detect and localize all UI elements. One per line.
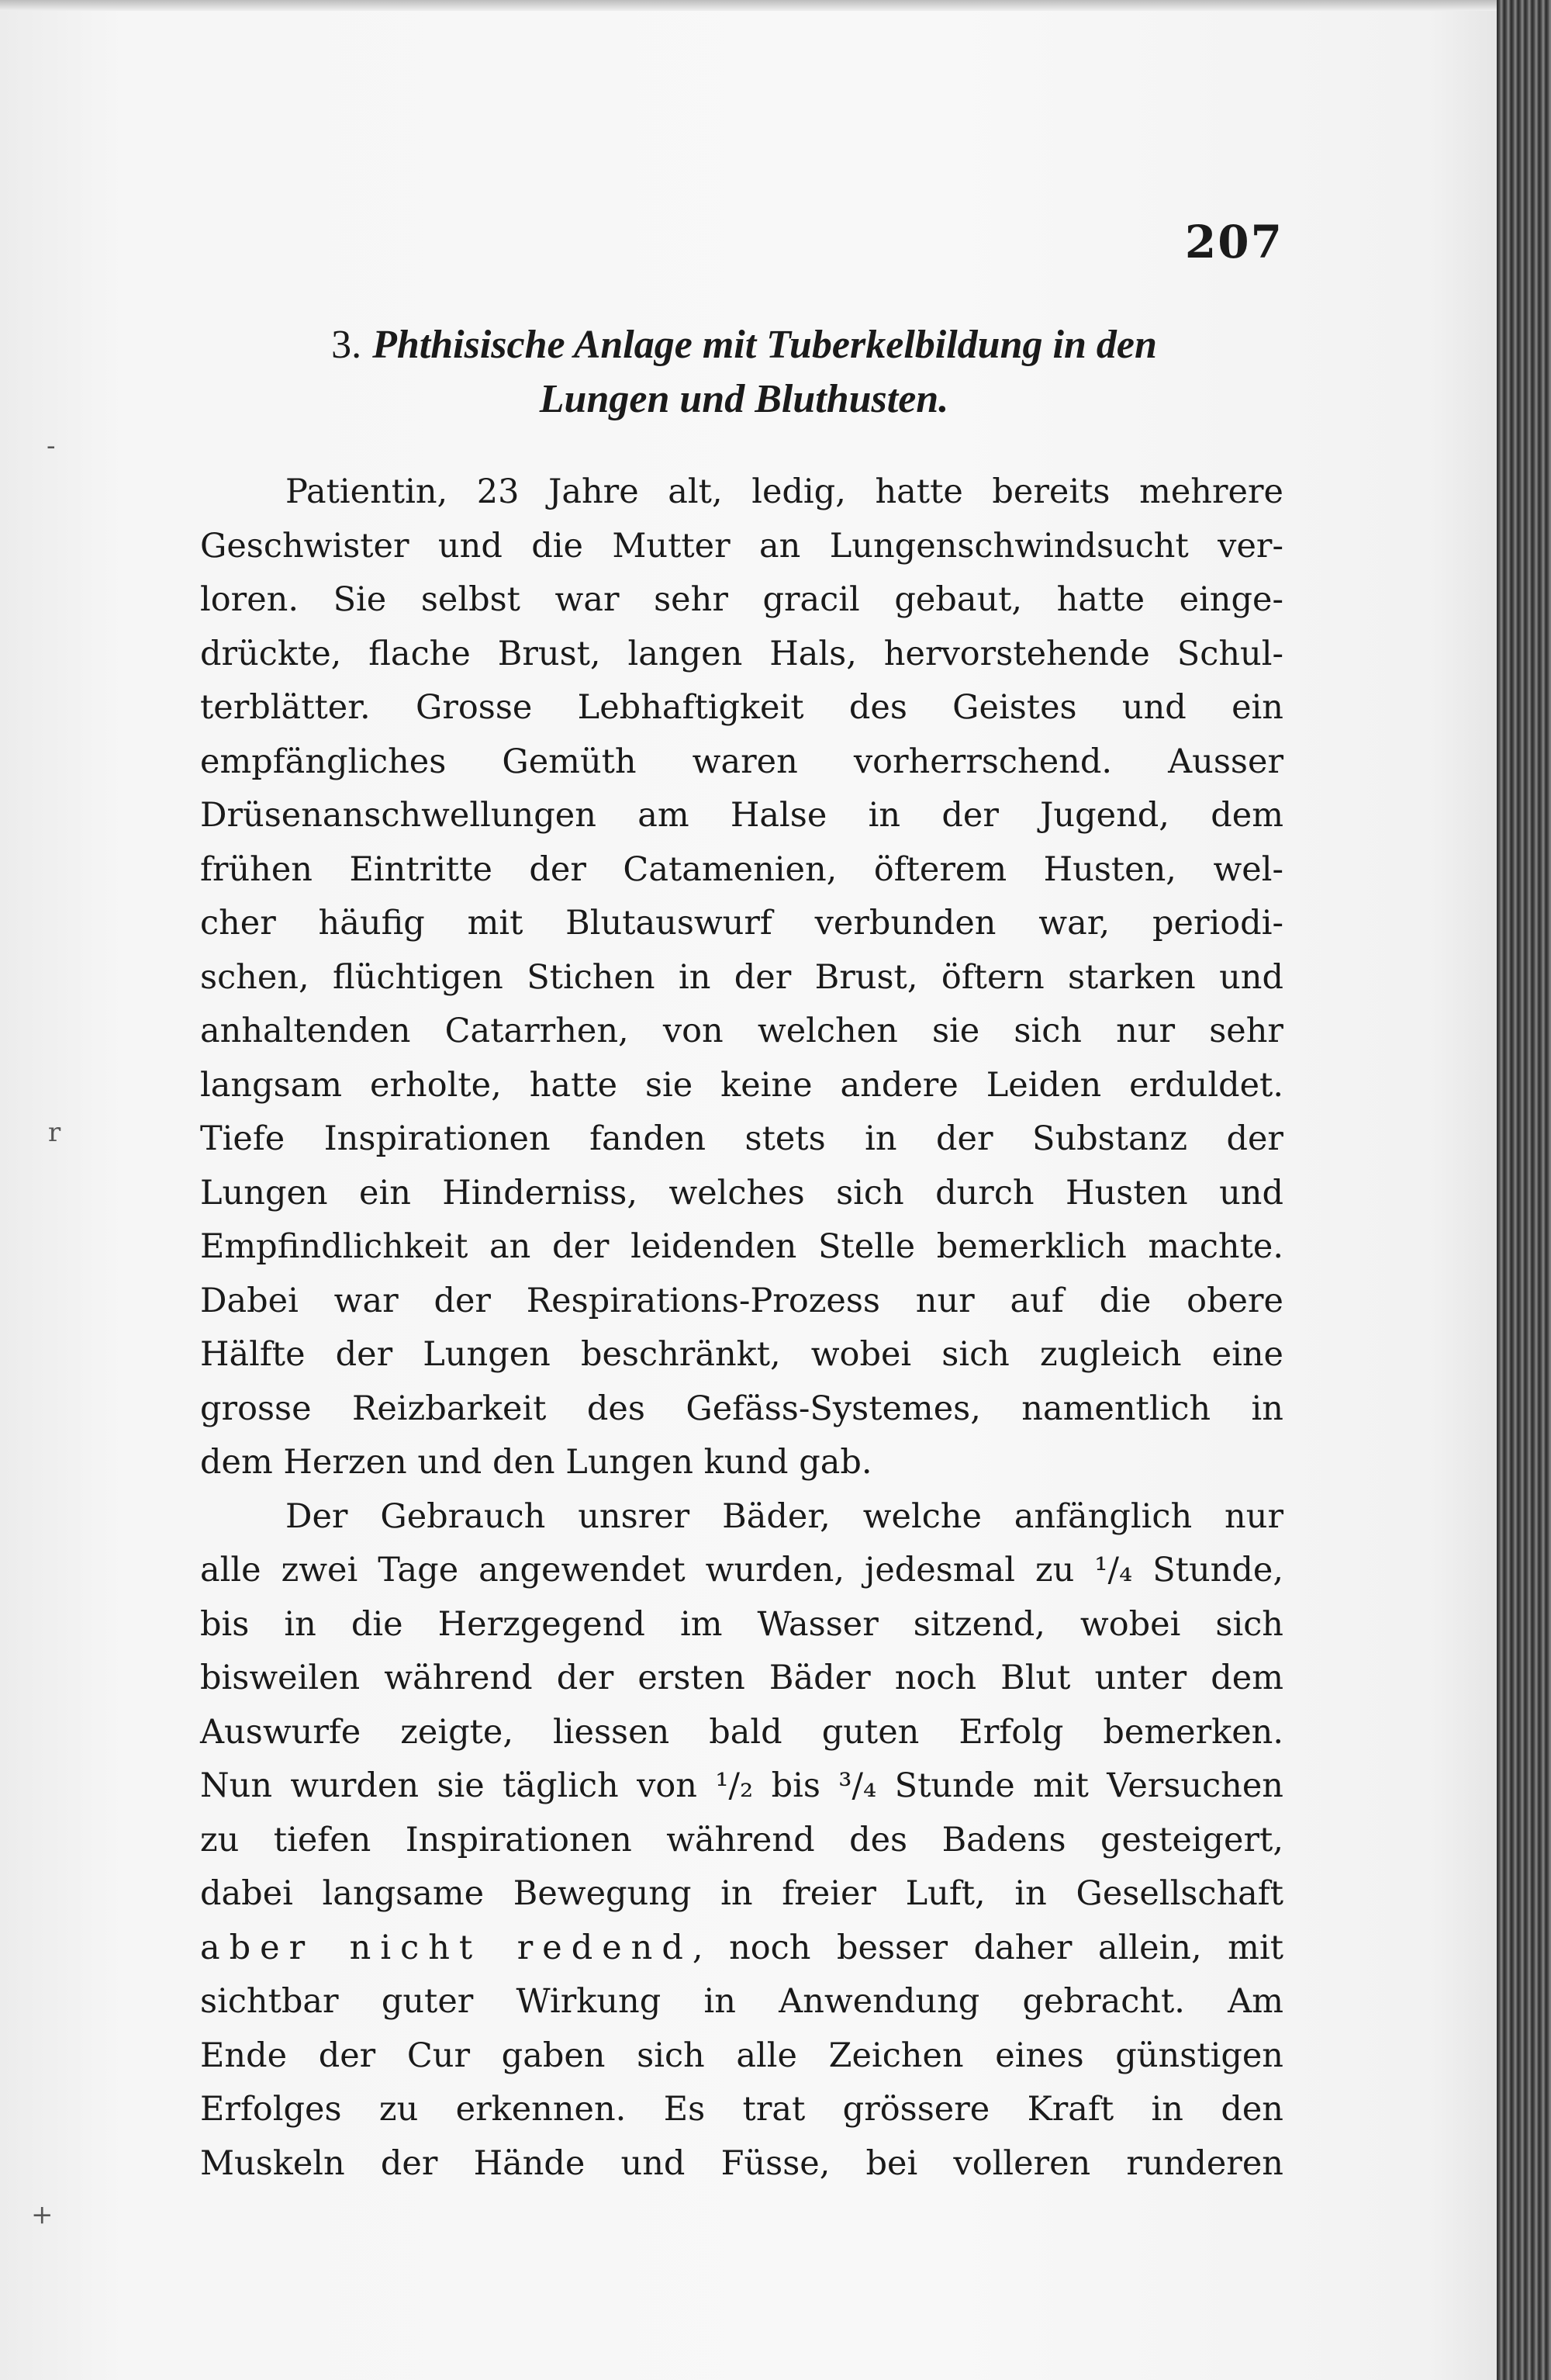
section-number: 3. [331, 323, 362, 367]
text-line: Lungen ein Hinderniss, welches sich durch Husten und [200, 1173, 1283, 1212]
margin-mark-2: r [48, 1117, 61, 1148]
text-line: empfängliches Gemüth waren vorherrschend. Ausser [200, 742, 1283, 781]
text-line: zu tiefen Inspirationen während des Badens gesteigert, [200, 1820, 1283, 1859]
text-line: alle zwei Tage angewendet wurden, jedesmal zu ¹/₄ Stunde, [200, 1551, 1283, 1590]
page-top-edge [0, 0, 1551, 11]
text-line: Der Gebrauch unsrer Bäder, welche anfänglich nur [285, 1496, 1283, 1536]
margin-mark-1: - [47, 431, 56, 462]
heading-text-1: Phthisische Anlage mit Tuberkelbildung in den [372, 323, 1157, 367]
text-line: dabei langsame Bewegung in freier Luft, in Gesellschaft [200, 1874, 1283, 1913]
text-line: Erfolges zu erkennen. Es trat grössere Kraft in den [200, 2090, 1283, 2129]
text-line: sichtbar guter Wirkung in Anwendung gebracht. Am [200, 1982, 1283, 2021]
section-heading [203, 318, 1285, 427]
spaced-line-rest: , noch besser daher allein, mit [692, 1928, 1283, 1967]
text-line: loren. Sie selbst war sehr gracil gebaut, hatte einge- [200, 580, 1283, 619]
text-line: bis in die Herzgegend im Wasser sitzend, wobei sich [200, 1604, 1283, 1644]
body-text [200, 465, 1283, 2191]
text-line: frühen Eintritte der Catamenien, öfterem Husten, wel- [200, 849, 1283, 889]
text-line-spaced [200, 1922, 1283, 1976]
text-line: Patientin, 23 Jahre alt, ledig, hatte bereits mehrere [285, 472, 1283, 511]
text-line: cher häufig mit Blutauswurf verbunden war, periodi- [200, 904, 1283, 943]
page-number: 207 [1184, 216, 1283, 268]
text-line: Geschwister und die Mutter an Lungenschwindsucht ver- [200, 526, 1283, 566]
text-line: anhaltenden Catarrhen, von welchen sie sich nur sehr [200, 1012, 1283, 1050]
text-line: drückte, flache Brust, langen Hals, hervorstehende Schul- [200, 634, 1283, 673]
text-line: Hälfte der Lungen beschränkt, wobei sich zugleich eine [200, 1335, 1283, 1374]
text-line: Empfindlichkeit an der leidenden Stelle bemerklich machte. [200, 1227, 1283, 1266]
text-line: bisweilen während der ersten Bäder noch Blut unter dem [200, 1659, 1283, 1697]
text-line: Drüsenanschwellungen am Halse in der Jugend, dem [200, 796, 1283, 835]
margin-mark-3: + [31, 2199, 54, 2230]
text-line: Auswurfe zeigte, liessen bald guten Erfolg bemerken. [200, 1712, 1283, 1752]
text-line: langsam erholte, hatte sie keine andere Leiden erduldet. [200, 1065, 1283, 1105]
heading-line-2: Lungen und Bluthusten. [539, 377, 949, 421]
spaced-emphasis: aber nicht redend [200, 1928, 693, 1967]
text-line: Tiefe Inspirationen fanden stets in der Substanz der [200, 1119, 1283, 1158]
text-line: Ende der Cur gaben sich alle Zeichen eines günstigen [200, 2036, 1283, 2075]
text-line: grosse Reizbarkeit des Gefäss-Systemes, namentlich in [200, 1389, 1283, 1428]
text-line: Nun wurden sie täglich von ¹/₂ bis ³/₄ Stunde mit Versuchen [200, 1766, 1283, 1805]
text-line: terblätter. Grosse Lebhaftigkeit des Geistes und ein [200, 688, 1283, 727]
heading-line-1 [203, 318, 1285, 372]
text-line: schen, flüchtigen Stichen in der Brust, öftern starken und [200, 957, 1283, 997]
book-spine-edge [1497, 0, 1551, 2380]
text-line: Muskeln der Hände und Füsse, bei volleren runderen [200, 2143, 1283, 2183]
text-line: Dabei war der Respirations-Prozess nur auf die obere [200, 1281, 1283, 1320]
text-line: dem Herzen und den Lungen kund gab. [200, 1443, 872, 1482]
